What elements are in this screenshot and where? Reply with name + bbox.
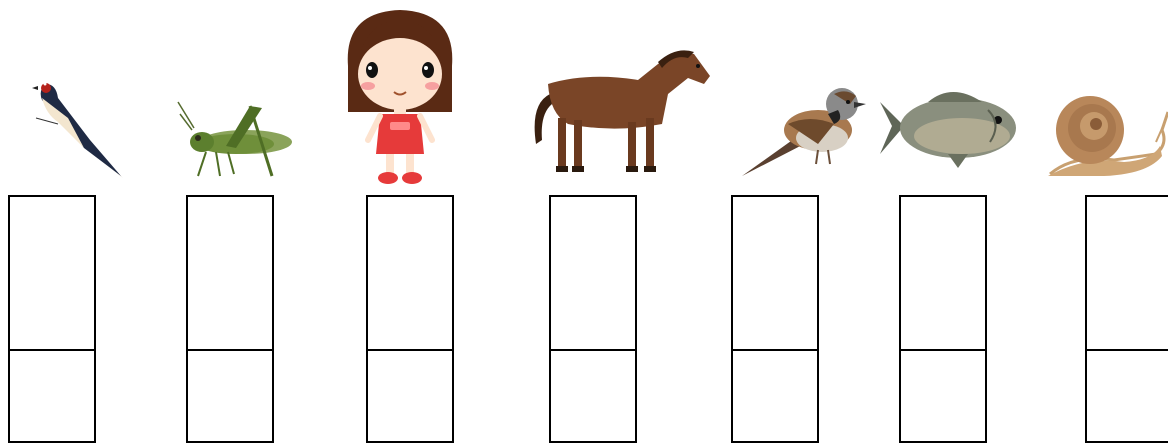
fish-icon: [878, 80, 1022, 172]
answer-box[interactable]: [186, 273, 274, 351]
answer-box[interactable]: [731, 273, 819, 351]
sparrow-icon: [738, 84, 866, 180]
answer-column-6: [899, 195, 985, 435]
answer-box[interactable]: [8, 195, 96, 275]
answer-box[interactable]: [186, 195, 274, 275]
answer-column-5: [731, 195, 817, 435]
answer-box[interactable]: [1085, 273, 1168, 351]
answer-box[interactable]: [186, 351, 274, 443]
answer-box[interactable]: [549, 351, 637, 443]
horse-icon: [528, 44, 714, 176]
answer-box[interactable]: [549, 195, 637, 275]
answer-box[interactable]: [8, 351, 96, 443]
answer-column-3: [366, 195, 452, 435]
answer-column-2: [186, 195, 272, 435]
answer-box[interactable]: [899, 195, 987, 275]
answer-box[interactable]: [8, 273, 96, 351]
answer-column-7: [1085, 195, 1168, 435]
snail-icon: [1044, 84, 1168, 182]
answer-box[interactable]: [366, 351, 454, 443]
answer-box[interactable]: [366, 195, 454, 275]
swallow-icon: [28, 70, 126, 180]
grasshopper-icon: [176, 98, 296, 182]
answer-box[interactable]: [1085, 351, 1168, 443]
answer-box[interactable]: [899, 273, 987, 351]
answer-box[interactable]: [366, 273, 454, 351]
answer-box[interactable]: [899, 351, 987, 443]
answer-column-4: [549, 195, 635, 435]
answer-box[interactable]: [731, 351, 819, 443]
answer-column-1: [8, 195, 94, 435]
answer-box[interactable]: [549, 273, 637, 351]
answer-box[interactable]: [731, 195, 819, 275]
answer-box[interactable]: [1085, 195, 1168, 275]
girl-icon: [340, 8, 460, 186]
